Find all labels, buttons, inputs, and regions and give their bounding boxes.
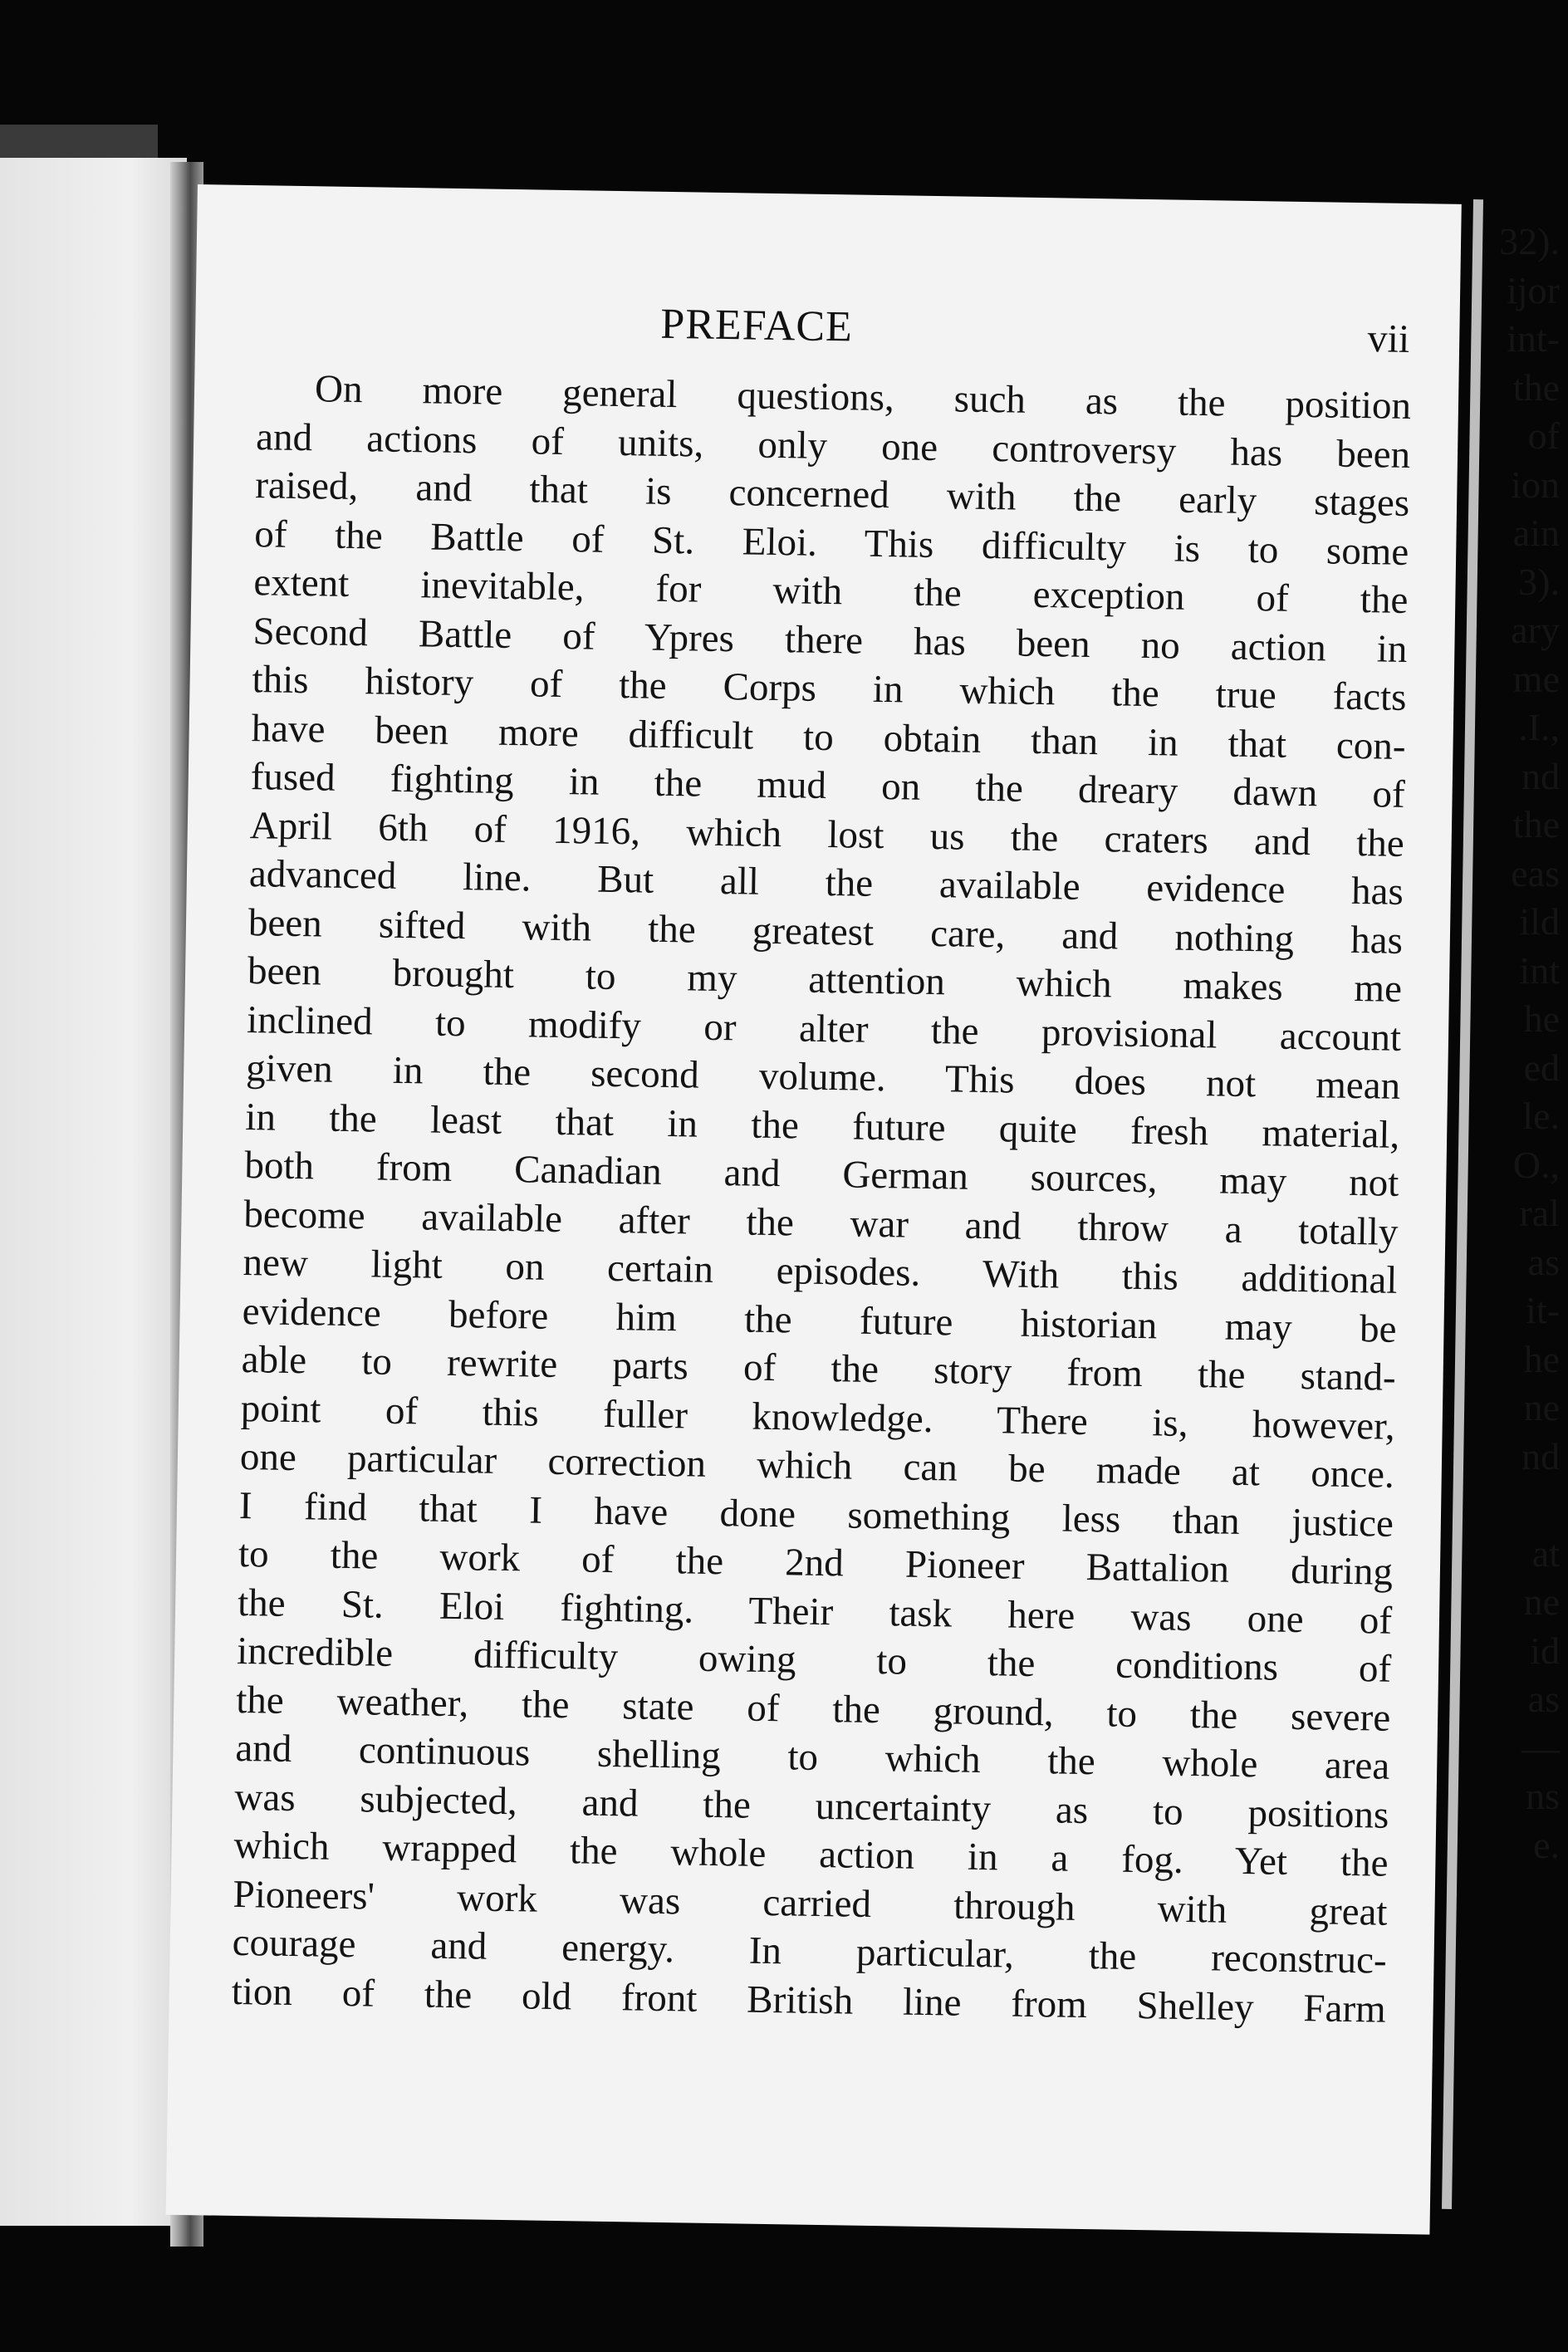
left-page-fragment: 3). (1518, 560, 1560, 603)
running-title: PREFACE (659, 300, 854, 351)
left-page-fragment: as (1527, 1240, 1560, 1283)
text-line: able to rewrite parts of the story from the stand- (241, 1338, 1397, 1399)
text-line: courage and energy. In particular, the reconstruc- (232, 1920, 1387, 1982)
left-page-fragment: e. (1533, 1823, 1560, 1866)
left-page-fragment: of (1527, 414, 1560, 457)
text-line: point of this fuller knowledge. There is, however, (240, 1386, 1396, 1448)
text-line: fused fighting in the mud on the dreary dawn of (250, 755, 1406, 816)
left-page-fragment: he (1523, 997, 1560, 1040)
text-line: and actions of units, only one controversy has been (255, 414, 1411, 477)
left-page-fragment: at (1531, 1531, 1560, 1575)
text-line: been brought to my attention which makes me (247, 949, 1403, 1011)
page-number: vii (1367, 316, 1410, 361)
left-page-fragment: ijor (1507, 268, 1560, 311)
text-line: been sifted with the greatest care, and nothing has (247, 900, 1404, 963)
left-page-fragment (1499, 1481, 1560, 1530)
text-line: have been more difficult to obtain than in that con- (251, 706, 1406, 768)
left-page-fragment: the (1512, 365, 1560, 409)
left-page-top-band (0, 125, 158, 162)
left-page-fragment: O., (1512, 1143, 1560, 1186)
left-page-fragment: .I., (1518, 706, 1560, 748)
left-page-fragment: ne (1523, 1386, 1560, 1428)
left-page-fragment: ed (1523, 1046, 1560, 1089)
left-page-fragment: ain (1512, 512, 1560, 554)
text-line: advanced line. But all the available evidence has (248, 852, 1404, 914)
text-line: inclined to modify or alter the provisional account (246, 997, 1402, 1060)
text-line: new light on certain episodes. With this additional (243, 1241, 1398, 1302)
left-page-fragment: ral (1519, 1192, 1560, 1234)
left-page-fragment: int- (1507, 317, 1560, 360)
left-page-fragment: ild (1519, 900, 1560, 943)
text-line: in the least that in the future quite fresh material, (244, 1095, 1400, 1157)
text-line: become available after the war and throw a totally (243, 1192, 1399, 1254)
left-page-fragment: ns (1526, 1775, 1560, 1817)
text-line: the St. Eloi fighting. Their task here was one of (237, 1580, 1393, 1643)
left-page-fragment: nd (1521, 754, 1560, 797)
text-line: both from Canadian and German sources, may not (244, 1144, 1399, 1205)
left-page-fragment: ion (1511, 463, 1560, 506)
text-line: given in the second volume. This does not mean (245, 1046, 1401, 1108)
text-line: extent inevitable, for with the exception of the (253, 561, 1409, 622)
left-page-fragment: as (1527, 1678, 1560, 1720)
text-line: one particular correction which can be made at once. (239, 1434, 1395, 1497)
text-line: and continuous shelling to which the whole area (235, 1726, 1390, 1788)
text-line: which wrapped the whole action in a fog. Yet the (233, 1823, 1389, 1885)
left-page-text-fragments (1499, 218, 1560, 1869)
left-page-fragment: int (1519, 948, 1560, 992)
left-page-fragment: — (1521, 1726, 1560, 1769)
left-page-fragment: me (1512, 657, 1560, 700)
text-line: incredible difficulty owing to the conditions of (236, 1629, 1392, 1691)
text-line: this history of the Corps in which the true facts (252, 658, 1407, 719)
left-page-fragment: id (1530, 1629, 1560, 1672)
text-line: the weather, the state of the ground, to the severe (235, 1678, 1391, 1740)
text-line: raised, and that is concerned with the early stages (254, 463, 1410, 525)
text-line: I find that I have done something less than justice (238, 1483, 1394, 1546)
left-page-fragment: le. (1522, 1095, 1560, 1137)
text-line: Second Battle of Ypres there has been no action in (252, 609, 1408, 671)
text-line: Pioneers' work was carried through with great (233, 1872, 1388, 1934)
text-line: was subjected, and the uncertainty as to positions (234, 1775, 1389, 1837)
left-facing-page (0, 158, 187, 2226)
running-header (195, 292, 1460, 370)
text-line: On more general questions, such as the position (314, 367, 1412, 428)
left-page-fragment: it- (1526, 1289, 1560, 1331)
right-page (166, 184, 1462, 2235)
text-line: of the Battle of St. Eloi. This difficulty is to some (253, 512, 1409, 574)
left-page-fragment: 32). (1499, 220, 1560, 262)
text-line: tion of the old front British line from Shelley Farm (231, 1969, 1387, 2031)
left-page-fragment: ne (1523, 1580, 1560, 1623)
body-paragraph (231, 364, 1411, 2034)
left-page-fragment: eas (1511, 851, 1560, 894)
text-line: evidence before him the future historian may be (242, 1289, 1397, 1351)
left-page-fragment: he (1523, 1337, 1560, 1380)
text-line: April 6th of 1916, which lost us the craters and the (249, 803, 1405, 865)
text-line: to the work of the 2nd Pioneer Battalion during (238, 1531, 1394, 1594)
left-page-fragment: ary (1511, 609, 1560, 651)
left-page-fragment: the (1512, 803, 1560, 845)
left-page-fragment: nd (1521, 1434, 1560, 1477)
